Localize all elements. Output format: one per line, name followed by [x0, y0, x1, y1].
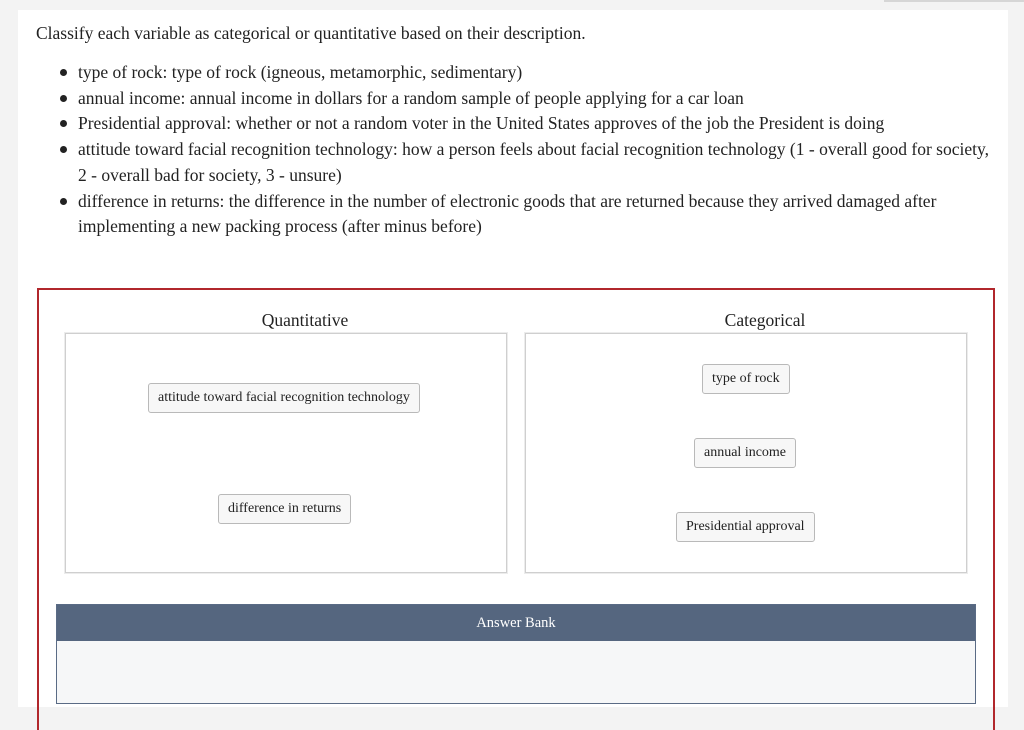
drag-drop-task [37, 288, 995, 730]
answer-bank-title: Answer Bank [57, 605, 975, 641]
chip-attitude-toward-facial-recognition-technology[interactable]: attitude toward facial recognition technology [148, 383, 420, 413]
variable-description-item [60, 111, 990, 137]
categorical-drop-zone[interactable] [525, 333, 967, 573]
quantitative-heading: Quantitative [261, 310, 349, 330]
chip-presidential-approval[interactable]: Presidential approval [676, 512, 815, 542]
variable-description-item [60, 86, 990, 112]
question-prompt: Classify each variable as categorical or quantitative based on their description. [36, 23, 586, 43]
variable-description-text: annual income: annual income in dollars for a random sample of people applying for a car loan [78, 87, 744, 108]
variable-description-list [60, 60, 990, 240]
quantitative-drop-zone[interactable] [65, 333, 507, 573]
bullet-icon [60, 95, 67, 102]
chip-annual-income[interactable]: annual income [694, 438, 796, 468]
chip-difference-in-returns[interactable]: difference in returns [218, 494, 351, 524]
bullet-icon [60, 198, 67, 205]
variable-description-item [60, 137, 990, 188]
variable-description-text: attitude toward facial recognition technology: how a person feels about facial recognition technology (1 - overall good for society, 2 - overall bad for society, 3 - unsure) [78, 139, 989, 185]
variable-description-item [60, 60, 990, 86]
top-edge-line [884, 0, 1024, 2]
bullet-icon [60, 120, 67, 127]
bullet-icon [60, 146, 67, 153]
answer-bank-drop-zone[interactable] [56, 604, 976, 704]
variable-description-text: Presidential approval: whether or not a random voter in the United States approves of the job the President is doing [78, 113, 885, 134]
categorical-heading: Categorical [724, 310, 806, 330]
variable-description-text: type of rock: type of rock (igneous, metamorphic, sedimentary) [78, 62, 523, 82]
variable-description-text: difference in returns: the difference in the number of electronic goods that are returned because they arrived damaged after implementing a new packing process (after minus before) [78, 190, 937, 237]
question-panel [18, 10, 1008, 707]
bullet-icon [60, 69, 67, 76]
variable-description-item [60, 189, 990, 240]
chip-type-of-rock[interactable]: type of rock [702, 364, 790, 394]
